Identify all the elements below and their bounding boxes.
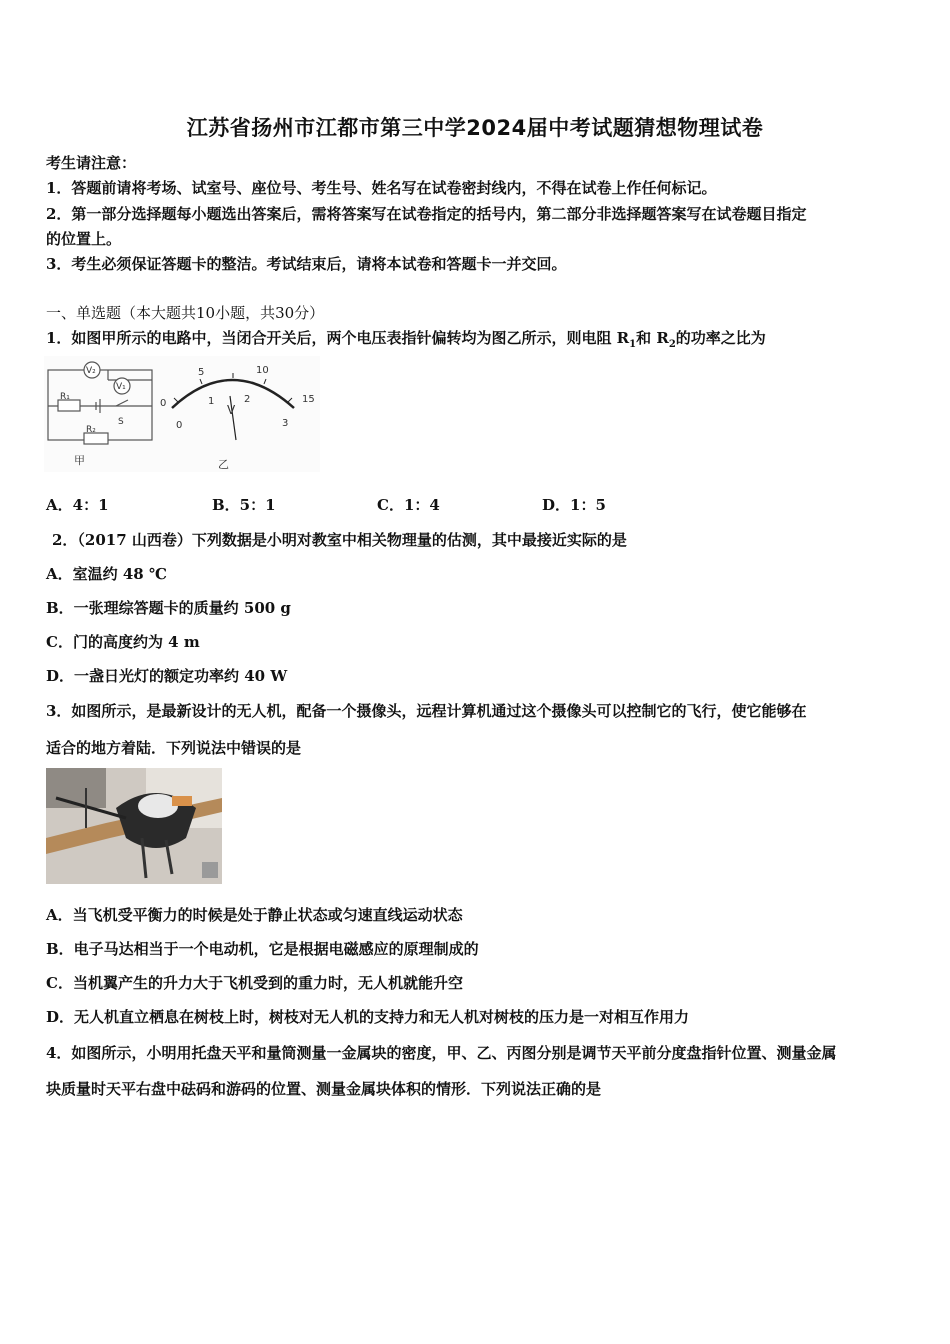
question-2-stem: 2．（2017 山西卷）下列数据是小明对教室中相关物理量的估测，其中最接近实际的是 xyxy=(52,531,627,549)
dial-scale-bottom: 3 xyxy=(282,418,289,429)
q1-option-a: A．4：1 xyxy=(46,496,109,514)
q1-subscript: 1 xyxy=(629,339,637,350)
notice-item: 2．第一部分选择题每小题选出答案后，需将答案写在试卷指定的括号内，第二部分非选择题答案写在试卷题目指定 xyxy=(46,205,807,223)
q1-option-b: B．5：1 xyxy=(212,496,276,514)
notice-item: 1．答题前请将考场、试室号、座位号、考生号、姓名写在试卷密封线内，不得在试卷上作任何标记。 xyxy=(46,179,717,197)
dial-scale-bottom: 0 xyxy=(176,420,183,431)
section-heading: 一、单选题（本大题共10小题，共30分） xyxy=(46,304,325,322)
q3-option-c: C．当机翼产生的升力大于飞机受到的重力时，无人机就能升空 xyxy=(46,974,463,992)
dial-scale-top: 0 xyxy=(160,398,167,409)
q1-stem-part: 和 R xyxy=(636,329,669,347)
q1-circuit-figure xyxy=(44,356,320,472)
notice-item: 3．考生必须保证答题卡的整洁。考试结束后，请将本试卷和答题卡一并交回。 xyxy=(46,255,567,273)
q2-option-a: A．室温约 48 ℃ xyxy=(46,565,167,583)
question-4-stem: 4．如图所示，小明用托盘天平和量筒测量一金属块的密度，甲、乙、丙图分别是调节天平前分度盘指针位置、测量金属 xyxy=(46,1044,837,1062)
q1-stem-part: 1．如图甲所示的电路中，当闭合开关后，两个电压表指针偏转均为图乙所示，则电阻 R xyxy=(46,329,630,347)
question-3-stem: 3．如图所示，是最新设计的无人机，配备一个摄像头，远程计算机通过这个摄像头可以控制它的飞行，使它能够在 xyxy=(46,702,807,720)
circuit-label: S xyxy=(118,417,124,427)
drone-photo xyxy=(46,768,222,884)
q2-option-d: D．一盏日光灯的额定功率约 40 W xyxy=(46,667,288,685)
q3-option-d: D．无人机直立栖息在树枝上时，树枝对无人机的支持力和无人机对树枝的压力是一对相互作用力 xyxy=(46,1008,690,1026)
q3-option-b: B．电子马达相当于一个电动机，它是根据电磁感应的原理制成的 xyxy=(46,940,479,958)
figure-caption-jia: 甲 xyxy=(74,454,85,467)
q3-option-a: A．当飞机受平衡力的时候是处于静止状态或匀速直线运动状态 xyxy=(46,906,463,924)
page-title: 江苏省扬州市江都市第三中学2024届中考试题猜想物理试卷 xyxy=(186,116,764,140)
circuit-label: R₁ xyxy=(60,392,70,402)
notice-heading: 考生请注意： xyxy=(46,154,137,172)
dial-scale-bottom: 2 xyxy=(244,394,251,405)
circuit-label: V₂ xyxy=(86,366,96,376)
q1-option-c: C．1：4 xyxy=(377,496,440,514)
question-3-stem-cont: 适合的地方着陆．下列说法中错误的是 xyxy=(46,739,302,757)
q1-option-d: D．1：5 xyxy=(542,496,606,514)
question-1-stem xyxy=(46,327,766,350)
q2-option-b: B．一张理综答题卡的质量约 500 g xyxy=(46,599,291,617)
dial-scale-top: 15 xyxy=(302,394,315,405)
figure-caption-yi: 乙 xyxy=(218,458,229,471)
dial-unit-label: V xyxy=(227,403,236,417)
circuit-label: R₂ xyxy=(86,425,96,435)
q2-option-c: C．门的高度约为 4 m xyxy=(46,633,200,651)
dial-scale-top: 10 xyxy=(256,365,269,376)
q1-stem-part: 的功率之比为 xyxy=(675,329,766,347)
question-4-stem-cont: 块质量时天平右盘中砝码和游码的位置、测量金属块体积的情形．下列说法正确的是 xyxy=(46,1080,602,1098)
circuit-label: V₁ xyxy=(116,382,126,392)
dial-scale-bottom: 1 xyxy=(208,396,215,407)
q1-subscript: 2 xyxy=(668,339,676,350)
notice-item: 的位置上。 xyxy=(46,230,122,248)
dial-scale-top: 5 xyxy=(198,367,205,378)
